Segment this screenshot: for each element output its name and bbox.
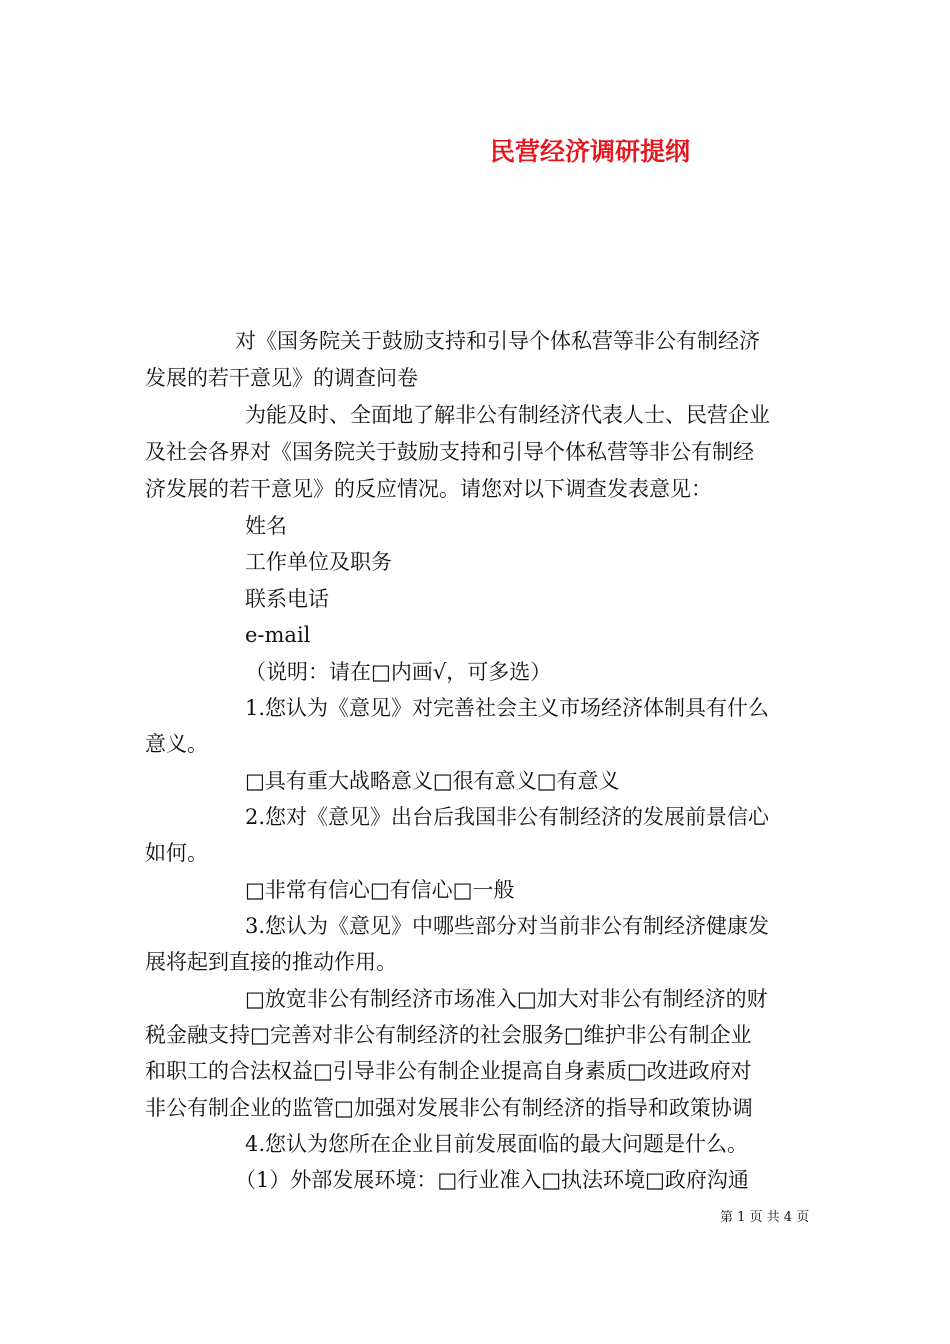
question-1: 1.您认为《意见》对完善社会主义市场经济体制具有什么	[245, 696, 770, 720]
question-1-cont: 意义。	[145, 732, 208, 756]
form-field-label-name: 姓名	[245, 514, 287, 538]
question-2: 2.您对《意见》出台后我国非公有制经济的发展前景信心	[245, 805, 770, 829]
question-4: 4.您认为您所在企业目前发展面临的最大问题是什么。	[245, 1132, 749, 1156]
question-3-options-cont: 税金融支持□完善对非公有制经济的社会服务□维护非公有制企业	[145, 1023, 752, 1047]
form-field-label-email: e-mail	[245, 623, 311, 647]
document-title: 民营经济调研提纲	[489, 137, 690, 166]
text-line: 及社会各界对《国务院关于鼓励支持和引导个体私营等非公有制经	[145, 440, 754, 464]
page-number: 第 1 页 共 4 页	[720, 1210, 810, 1225]
form-field-label-phone: 联系电话	[245, 587, 329, 611]
text-line: 对《国务院关于鼓励支持和引导个体私营等非公有制经济	[235, 329, 760, 353]
question-4-sub-1: （1）外部发展环境：□行业准入□执法环境□政府沟通	[235, 1168, 749, 1192]
question-2-options: □非常有信心□有信心□一般	[245, 878, 515, 902]
instructions-note: （说明：请在□内画√，可多选）	[245, 660, 552, 684]
text-line: 济发展的若干意见》的反应情况。请您对以下调查发表意见：	[145, 477, 712, 501]
question-3-options: □放宽非公有制经济市场准入□加大对非公有制经济的财	[245, 987, 768, 1011]
question-3: 3.您认为《意见》中哪些部分对当前非公有制经济健康发	[245, 914, 770, 938]
form-field-label-workplace: 工作单位及职务	[245, 550, 392, 574]
text-line: 为能及时、全面地了解非公有制经济代表人士、民营企业	[245, 403, 770, 427]
question-3-options-cont: 非公有制企业的监管□加强对发展非公有制经济的指导和政策协调	[145, 1096, 753, 1120]
question-3-options-cont: 和职工的合法权益□引导非公有制企业提高自身素质□改进政府对	[145, 1059, 752, 1083]
question-3-cont: 展将起到直接的推动作用。	[145, 950, 397, 974]
question-1-options: □具有重大战略意义□很有意义□有意义	[245, 769, 620, 793]
text-line: 发展的若干意见》的调查问卷	[145, 366, 418, 390]
question-2-cont: 如何。	[145, 841, 208, 865]
